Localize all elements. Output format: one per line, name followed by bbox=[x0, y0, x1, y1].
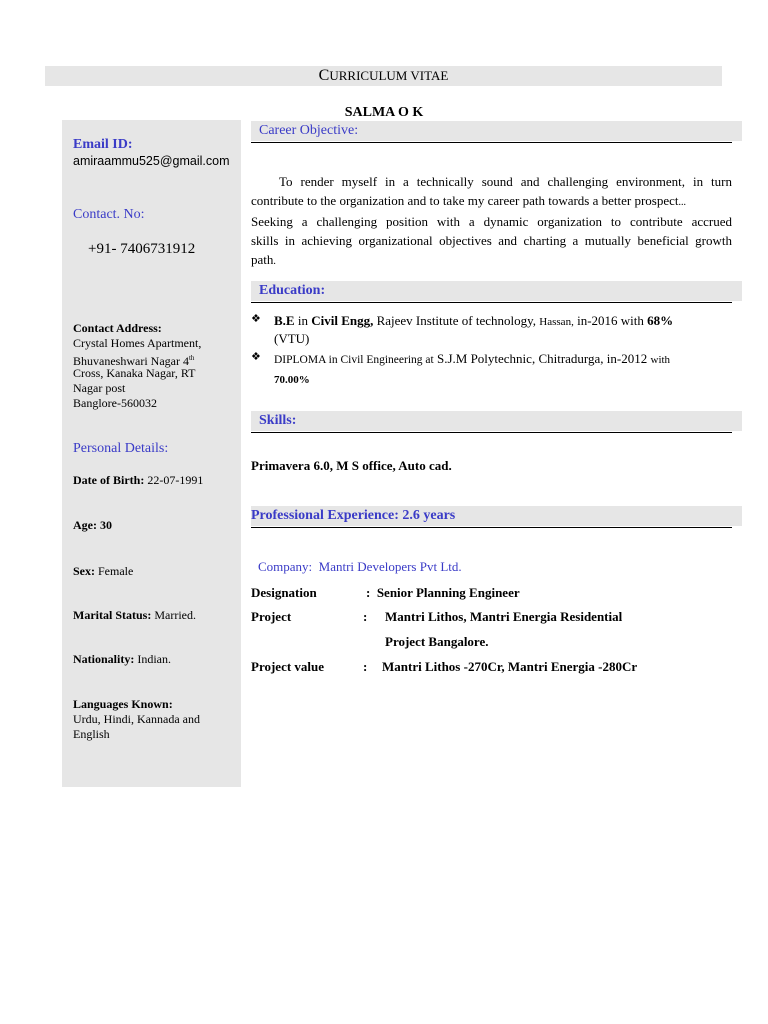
candidate-name: SALMA O K bbox=[344, 105, 424, 120]
career-line-2 bbox=[251, 191, 732, 212]
address-superscript: th bbox=[188, 354, 195, 362]
title-initial: C bbox=[318, 67, 330, 84]
project-value-colon: : bbox=[363, 659, 368, 674]
contact-label: Contact. No: bbox=[73, 207, 145, 222]
experience-rule bbox=[251, 527, 732, 528]
dob-value: 22-07-1991 bbox=[147, 473, 204, 487]
edu1-institute: Rajeev Institute of technology, bbox=[376, 313, 537, 328]
personal-details-heading: Personal Details: bbox=[73, 441, 169, 456]
edu1-year: in-2016 with bbox=[577, 313, 644, 328]
career-line-5-text: path bbox=[251, 252, 274, 267]
nationality-value: Indian. bbox=[137, 652, 171, 666]
career-line-2-text: contribute to the organization and to take my career path towards a better prospect bbox=[251, 193, 679, 208]
email-value: amiraammu525@gmail.com bbox=[73, 154, 230, 168]
sex-value: Female bbox=[98, 564, 134, 578]
project-value-line-2: Project Bangalore. bbox=[385, 634, 489, 649]
skills-rule bbox=[251, 432, 732, 433]
skills-bar bbox=[251, 411, 742, 431]
address-line-3: Cross, Kanaka Nagar, RT bbox=[73, 366, 196, 380]
phone-value: +91- 7406731912 bbox=[88, 241, 196, 257]
edu1-degree: B.E bbox=[274, 313, 295, 328]
career-line-5-end: . bbox=[273, 256, 276, 267]
dob-row bbox=[73, 473, 203, 488]
sex-row bbox=[73, 564, 133, 579]
edu2-percentage: 70.00% bbox=[274, 374, 310, 386]
nationality-label: Nationality: bbox=[73, 652, 135, 666]
languages-label: Languages Known: bbox=[73, 697, 173, 711]
marital-row bbox=[73, 608, 196, 623]
career-line-5 bbox=[251, 250, 732, 271]
project-value-amount: Mantri Lithos -270Cr, Mantri Energia -280Cr bbox=[382, 659, 638, 674]
career-objective-heading: Career Objective: bbox=[259, 123, 359, 138]
career-objective-rule bbox=[251, 142, 732, 143]
education-item-1 bbox=[274, 312, 732, 331]
edu2-institute: S.J.M Polytechnic, Chitradurga, in-2012 bbox=[436, 351, 648, 366]
edu1-university: (VTU) bbox=[274, 331, 310, 346]
languages-line-1: Urdu, Hindi, Kannada and bbox=[73, 712, 200, 726]
marital-label: Marital Status: bbox=[73, 608, 152, 622]
career-objective-text bbox=[251, 172, 732, 271]
address-line-1: Crystal Homes Apartment, bbox=[73, 336, 202, 350]
address-street: Bhuvaneshwari Nagar 4 bbox=[73, 354, 189, 368]
project-label: Project bbox=[251, 609, 292, 624]
address-line-5: Banglore-560032 bbox=[73, 396, 157, 410]
education-rule bbox=[251, 302, 732, 303]
edu1-city: Hassan, bbox=[539, 316, 574, 328]
sex-label: Sex: bbox=[73, 564, 95, 578]
title-rest: URRICULUM VITAE bbox=[329, 68, 449, 83]
document-title bbox=[45, 66, 722, 86]
edu1-branch: Civil Engg, bbox=[311, 313, 374, 328]
skills-heading: Skills: bbox=[259, 413, 297, 428]
address-label: Contact Address: bbox=[73, 321, 162, 335]
skills-list: Primavera 6.0, M S office, Auto cad. bbox=[251, 458, 452, 473]
age-row: Age: 30 bbox=[73, 518, 112, 532]
dob-label: Date of Birth: bbox=[73, 473, 145, 487]
career-line-3: Seeking a challenging position with a dynamic organization to contribute accrued bbox=[251, 214, 732, 229]
education-bullet-2-icon: ❖ bbox=[251, 351, 261, 363]
edu1-in: in bbox=[297, 313, 308, 328]
edu2-with: with bbox=[650, 354, 671, 366]
career-line-4: skills in achieving organizational objectives and charting a mutually beneficial growth bbox=[251, 233, 732, 248]
project-value-line-1: Mantri Lithos, Mantri Energia Residential bbox=[385, 609, 623, 624]
career-ellipsis: ... bbox=[678, 197, 687, 208]
languages-line-2: English bbox=[73, 727, 110, 741]
education-item-2 bbox=[274, 350, 732, 369]
education-bullet-1-icon: ❖ bbox=[251, 313, 261, 325]
project-value-label: Project value bbox=[251, 659, 325, 674]
company-name: Company: Mantri Developers Pvt Ltd. bbox=[258, 559, 462, 574]
edu2-degree: DIPLOMA in Civil Engineering at bbox=[274, 354, 434, 366]
nationality-row bbox=[73, 652, 171, 667]
career-line-1: To render myself in a technically sound and challenging environment, in turn bbox=[279, 174, 732, 189]
address-line-4: Nagar post bbox=[73, 381, 126, 395]
marital-value: Married. bbox=[154, 608, 196, 622]
email-label: Email ID: bbox=[73, 137, 133, 152]
edu1-percentage: 68% bbox=[647, 313, 674, 328]
education-heading: Education: bbox=[259, 283, 326, 298]
designation-value: : Senior Planning Engineer bbox=[366, 585, 520, 600]
experience-heading: Professional Experience: 2.6 years bbox=[251, 508, 456, 523]
project-colon: : bbox=[363, 609, 368, 624]
designation-label: Designation bbox=[251, 585, 317, 600]
